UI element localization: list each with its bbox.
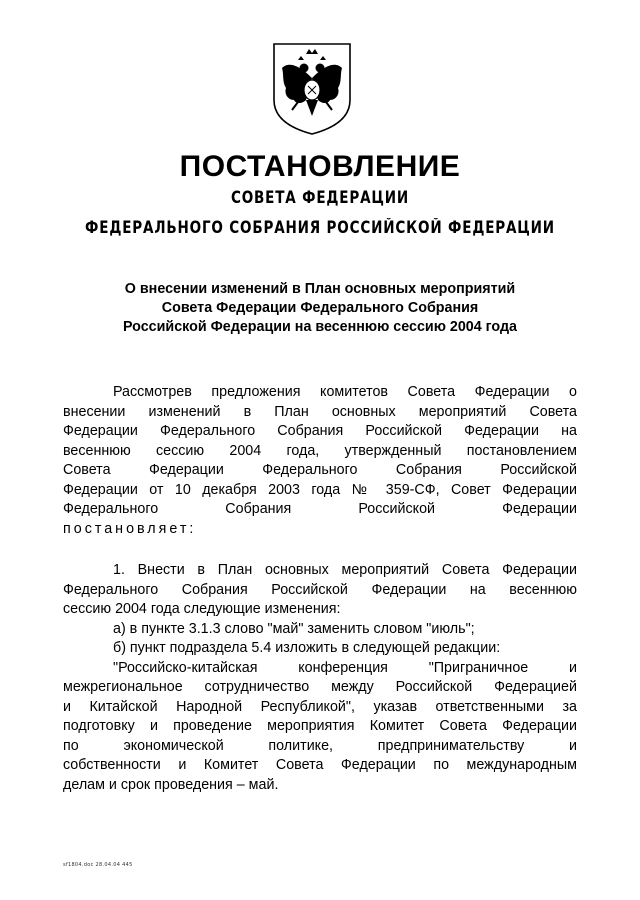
item-line: Федерального Собрания Российской Федерации на весеннюю	[63, 581, 577, 598]
subitem-b: б) пункт подраздела 5.4 изложить в следующей редакции:	[113, 640, 501, 656]
preamble-paragraph	[63, 383, 577, 539]
item-line: собственности и Комитет Совета Федерации по международным	[63, 757, 577, 773]
resolves-word: постановляет:	[63, 520, 197, 537]
file-stamp: sf1804.doc 28.04.04 445	[63, 862, 133, 868]
preamble-line: весеннюю сессию 2004 года, утвержденный постановлением	[63, 442, 577, 459]
item-line: по экономической политике, предпринимательству и	[63, 737, 577, 754]
eagle-emblem-icon	[262, 38, 362, 138]
document-title: ПОСТАНОВЛЕНИЕ	[179, 150, 461, 183]
resolution-subject	[80, 280, 560, 337]
subitem-a: а) в пункте 3.1.3 слово "май" заменить словом "июль";	[113, 620, 475, 637]
item-1-paragraph	[63, 561, 577, 795]
preamble-line: Совета Федерации Федерального Собрания Российской	[63, 462, 577, 478]
subject-line: О внесении изменений в План основных мероприятий	[124, 281, 516, 297]
item-line: сессию 2004 года следующие изменения:	[63, 601, 341, 617]
preamble-line: Федерального Собрания Российской Федерации	[63, 501, 577, 517]
preamble-line: Федерации Федерального Собрания Российской Федерации на	[63, 423, 577, 439]
preamble-line: внесении изменений в План основных мероприятий Совета	[63, 403, 577, 420]
item-line: межрегиональное сотрудничество между Российской Федерацией	[63, 679, 577, 695]
item-line: и Китайской Народной Республикой", указав ответственными за	[63, 698, 577, 715]
issuer-line-2: ФЕДЕРАЛЬНОГО СОБРАНИЯ РОССИЙСКОЙ ФЕДЕРАЦИИ	[85, 218, 555, 237]
item-line: делам и срок проведения – май.	[63, 776, 279, 793]
subject-line: Российской Федерации на весеннюю сессию 2004 года	[122, 319, 517, 335]
item-line: 1. Внести в План основных мероприятий Совета Федерации	[113, 562, 577, 578]
subject-line: Совета Федерации Федерального Собрания	[161, 300, 479, 316]
preamble-line: Федерации от 10 декабря 2003 года № 359-СФ, Совет Федерации	[63, 481, 577, 498]
item-line: подготовку и проведение мероприятия Комитет Совета Федерации	[63, 718, 577, 734]
item-line: "Российско-китайская конференция "Приграничное и	[113, 659, 577, 676]
issuer-line-1: СОВЕТА ФЕДЕРАЦИИ	[230, 188, 410, 207]
preamble-line: Рассмотрев предложения комитетов Совета Федерации о	[113, 384, 577, 400]
